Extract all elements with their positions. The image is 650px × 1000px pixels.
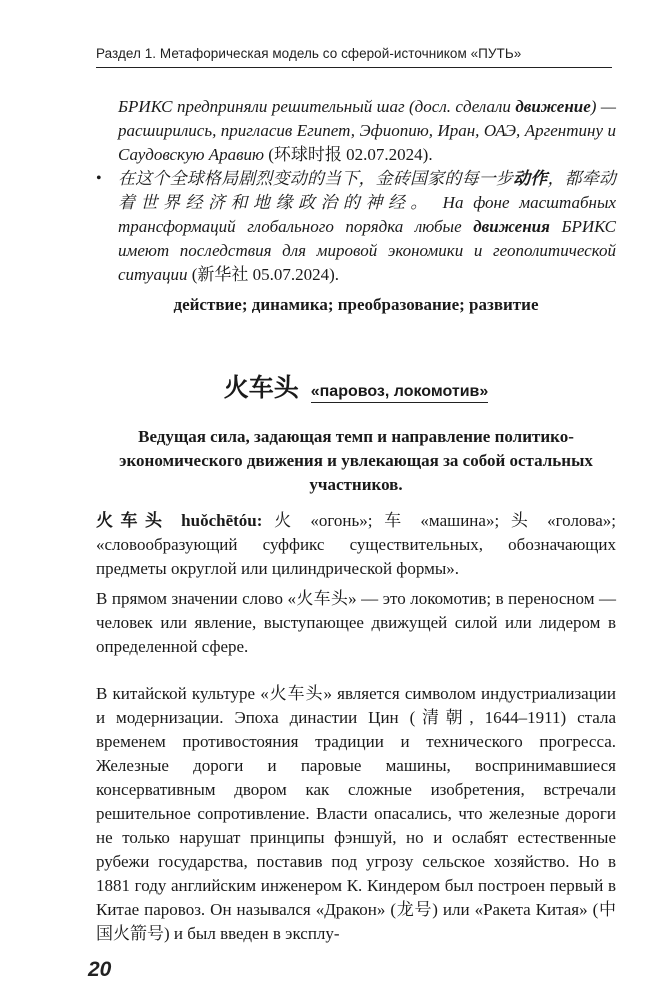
highlighted-word: движения <box>473 217 550 236</box>
entry-headword: 火车头 <box>223 373 299 402</box>
example-text: ) — расширились, пригласив Египет, Эфиопию, Иран, ОАЭ, Аргентину и Саудовскую Аравию <box>118 97 616 164</box>
meaning-paragraph: В прямом значении слово «火车头» — это локомотив; в переносном — человек или явление, выступающее движущей силой или лидером в определенной сфере. <box>96 589 616 656</box>
culture-paragraph: В китайской культуре «火车头» является символом индустриализации и модернизации. Эпоха династии Цин (清朝, 1644–1911) стала временем противостояния традиции и технического прогресса. Железные дороги и паровые машины, воспринимавшиеся консервативным двором как сложные изобретения, встречали решительное сопротивление. Власти опасались, что железные дороги не только нарушат принципы фэншуй, но и ослабят естественные рубежи государства, поставив под угрозу сельское хозяйство. Но в 1881 году английским инженером К. Киндером был построен первый в Китае паровоз. Он назывался «Дракон» (龙号) или «Ракета Китая» (中国火箭号) и был введен в эксплу- <box>96 684 616 943</box>
bullet-marker: • <box>96 170 102 187</box>
keywords-line: действие; динамика; преобразование; развитие <box>173 295 539 314</box>
translation-text: БРИКС имеют последствия для мировой экономики и геополитической ситуации <box>118 217 616 284</box>
entry-definition: Ведущая сила, задающая темп и направление политико-экономического движения и увлекающая за собой остальных участников. <box>119 427 593 494</box>
etymology-text: 火 «огонь»; 车 «машина»; 头 «голова»; «словообразующий суффикс существительных, обозначающих предметы округлой или цилиндрической формы». <box>96 511 617 578</box>
etymology-term: 火车头 huǒchētóu: <box>96 511 263 530</box>
etymology-paragraph <box>96 509 616 581</box>
example-source: (环球时报 02.07.2024). <box>264 145 433 164</box>
highlighted-word: 动作 <box>513 169 548 188</box>
example-brics-expansion <box>96 95 616 167</box>
entry-gloss: «паровоз, локомотив» <box>311 383 489 403</box>
entry-heading <box>96 368 616 404</box>
example-source: (新华社 05.07.2024). <box>187 265 340 284</box>
chinese-example-text: ，都牵动着世界经济和地缘政治的神经。 <box>118 169 617 212</box>
example-text: БРИКС предприняли решительный шаг (досл. сделали <box>118 97 516 116</box>
running-header: Раздел 1. Метафорическая модель со сферой-источником «ПУТЬ» <box>96 46 612 68</box>
page-number: 20 <box>88 958 112 981</box>
chinese-example-text: 在这个全球格局剧烈变动的当下，金砖国家的每一步 <box>118 169 514 188</box>
example-brics-actions <box>96 167 616 287</box>
highlighted-word: движение <box>515 97 591 116</box>
translation-text: На фоне масштабных трансформаций глобального порядка любые <box>118 193 617 236</box>
